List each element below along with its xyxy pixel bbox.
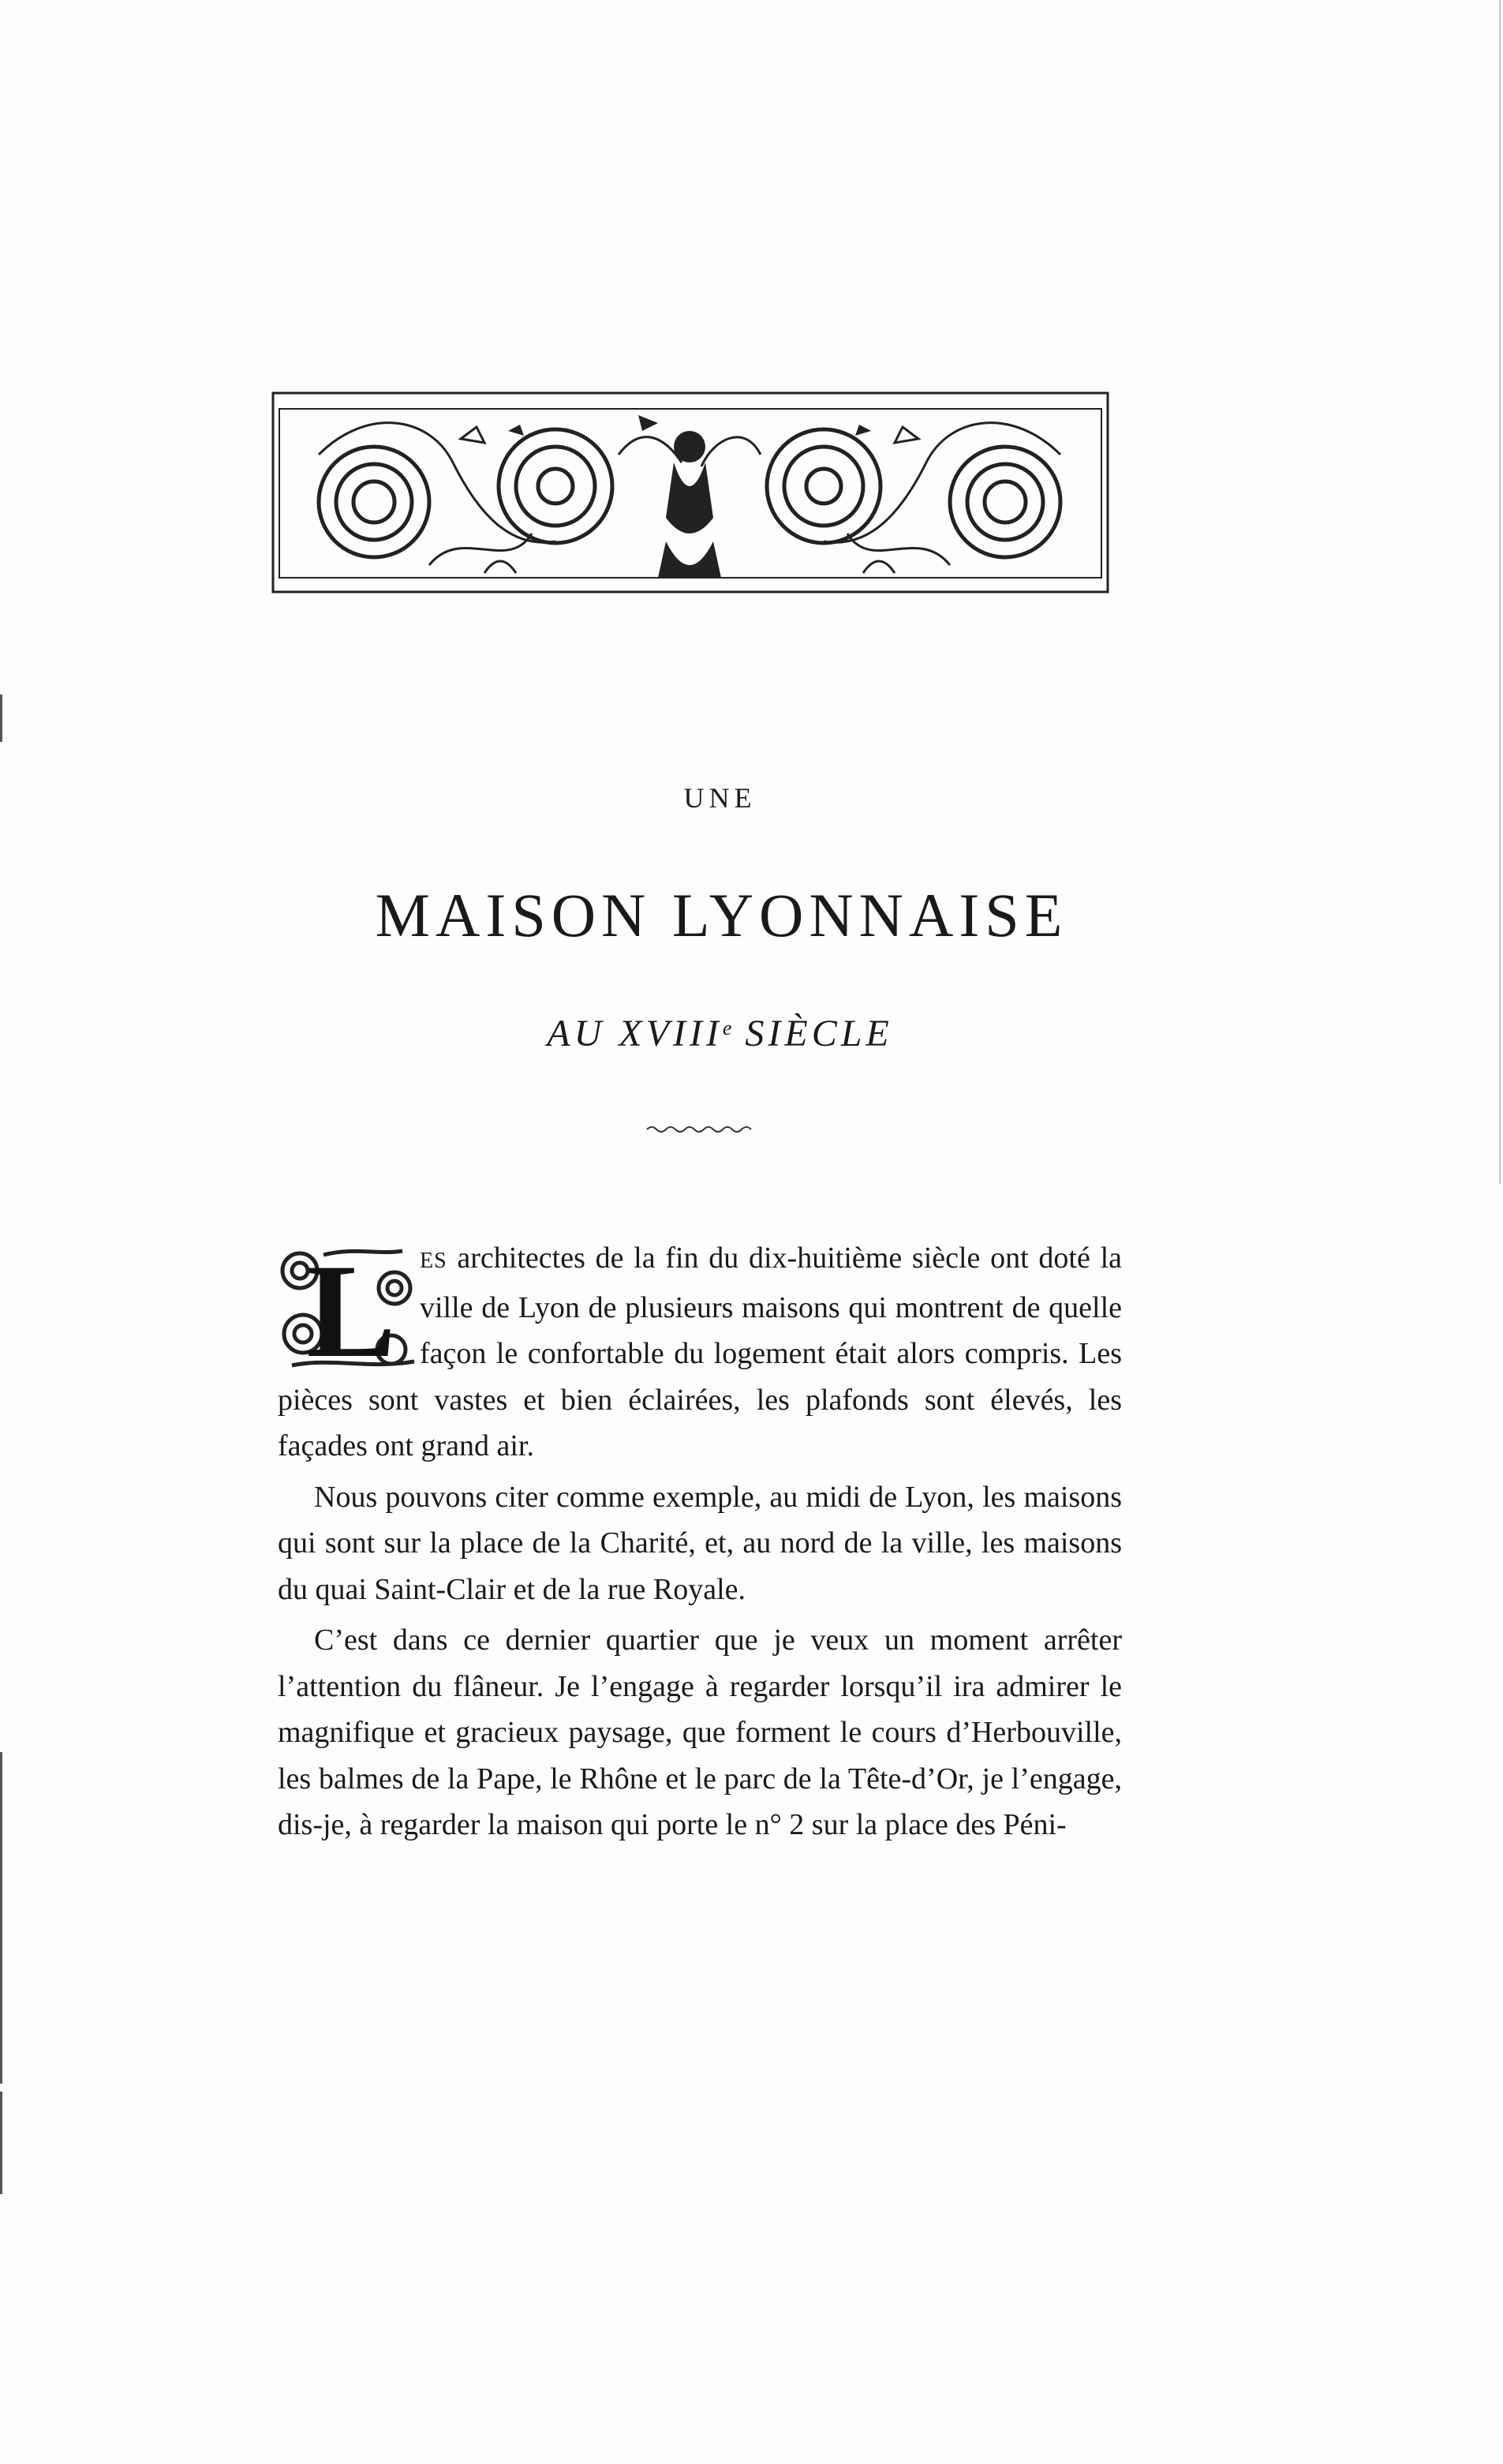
decorative-rule (645, 1125, 753, 1133)
title-kicker: UNE (683, 782, 757, 814)
page-edge-mark (0, 695, 2, 742)
paragraph: C’est dans ce dernier quartier que je veux un moment arrêter l’attention du flâneur. Je l’engage à regarder lorsqu’il ira admirer le magnifique et gracieux paysage, que forment le cours d’Herbouville, les balmes de la Pape, le Rhône et le parc de la Tête-d’Or, je l’engage, dis-je, à regarder la maison qui porte le n° 2 sur la place des Péni- (278, 1623, 1122, 1841)
subtitle-prefix: AU XVIII (547, 1013, 723, 1054)
headpiece-scroll-graphic (271, 391, 1109, 594)
paragraph-text: architectes de la fin du dix-huitième siècle ont doté la ville de Lyon de plusieurs maisons qui montrent de quelle façon le confortable du logement était alors compris. Les pièces sont vastes et bien éclairées, les plafonds sont élevés, les façades ont grand air. (278, 1241, 1122, 1462)
ornamental-headpiece (271, 391, 1109, 594)
page-edge-mark (0, 2091, 2, 2194)
page-title: MAISON LYONNAISE (375, 881, 1068, 949)
page-edge-mark (1499, 0, 1501, 1184)
page-subtitle (0, 1012, 1471, 1055)
article-body (278, 1235, 1122, 1848)
subtitle-suffix: SIÈCLE (731, 1013, 893, 1054)
paragraph: Nous pouvons citer comme exemple, au midi de Lyon, les maisons qui sont sur la place de la Charité, et, au nord de la ville, les maisons du quai Saint-Clair et de la rue Royale. (278, 1480, 1122, 1606)
small-caps-lead: ES (420, 1249, 447, 1273)
drop-cap-letter: L (306, 1239, 396, 1372)
paragraph (278, 1235, 1122, 1470)
subtitle-superscript: e (722, 1017, 732, 1039)
page-edge-mark (0, 1752, 2, 2084)
